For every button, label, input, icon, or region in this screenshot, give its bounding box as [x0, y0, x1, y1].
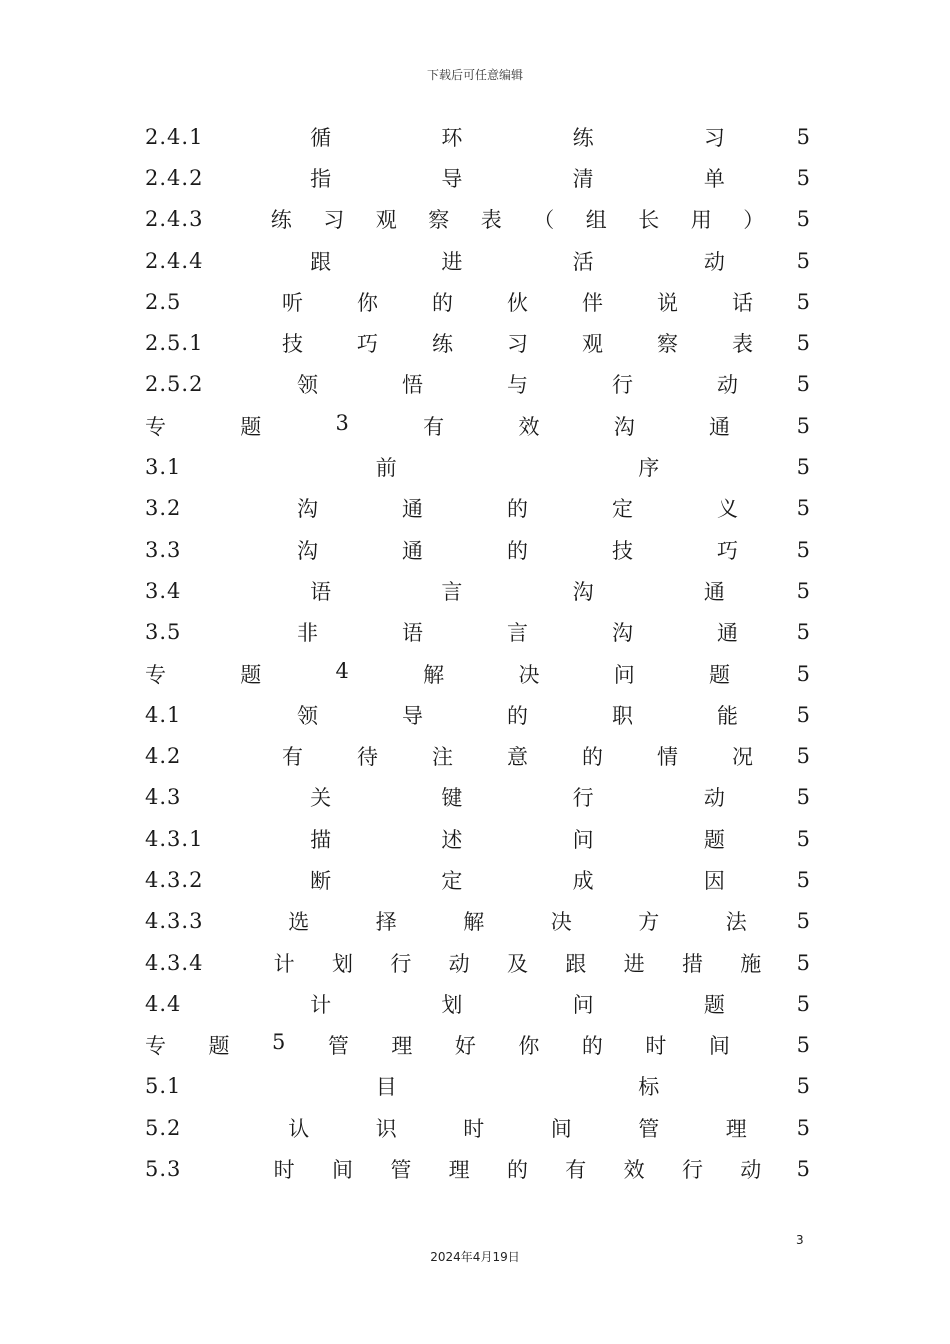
toc-entry-number: 4.4 [145, 991, 182, 1016]
toc-entry-title [255, 493, 780, 523]
toc-title-char: 识 [375, 1116, 397, 1141]
toc-title-char: 效 [623, 1158, 645, 1183]
toc-entry[interactable] [145, 777, 810, 818]
toc-entry-title [255, 287, 780, 317]
toc-title-char: 题 [703, 827, 725, 852]
toc-entry-title [255, 741, 780, 771]
toc-title-char: 标 [638, 1075, 660, 1100]
toc-title-char: 认 [288, 1116, 310, 1141]
toc-entry[interactable] [145, 612, 810, 653]
toc-title-char: 表 [732, 332, 753, 357]
toc-title-char: 问 [572, 992, 594, 1017]
toc-title-char: 管 [390, 1158, 412, 1183]
toc-entry-title [255, 865, 780, 895]
toc-title-char: 效 [518, 414, 540, 439]
toc-title-char: 待 [357, 745, 378, 770]
toc-title-char: 的 [507, 538, 528, 563]
toc-title-char: 的 [506, 1158, 528, 1183]
toc-entry[interactable] [145, 901, 810, 942]
toc-entry[interactable] [145, 818, 810, 859]
toc-title-char: 动 [448, 951, 470, 976]
toc-title-char: 伙 [507, 290, 528, 315]
toc-entry-number: 4.1 [145, 702, 182, 727]
toc-title-char: 指 [310, 166, 332, 191]
toc-title-char: 能 [717, 703, 738, 728]
toc-title-char: 法 [725, 910, 747, 935]
toc-title-char: 技 [612, 538, 633, 563]
toc-title-char: 及 [506, 951, 528, 976]
toc-entry[interactable] [145, 735, 810, 776]
toc-entry-title [145, 659, 780, 689]
toc-title-char: 理 [391, 1034, 413, 1059]
toc-title-char: 划 [441, 992, 463, 1017]
toc-entry-page: 5 [796, 578, 810, 603]
toc-entry-number: 4.2 [145, 744, 182, 769]
toc-title-char: 定 [612, 497, 633, 522]
toc-entry[interactable] [145, 281, 810, 322]
toc-entry-number: 3.5 [145, 620, 182, 645]
toc-title-char: 决 [518, 662, 540, 687]
toc-title-char: 好 [454, 1034, 476, 1059]
toc-title-char: 导 [441, 166, 463, 191]
toc-title-char: 专 [145, 1034, 166, 1059]
toc-entry-page: 5 [796, 1115, 810, 1140]
toc-title-char: 通 [402, 538, 423, 563]
toc-title-char: 领 [297, 373, 318, 398]
toc-entry[interactable] [145, 1148, 810, 1189]
toc-title-char: 言 [507, 621, 528, 646]
toc-title-char: 题 [703, 992, 725, 1017]
toc-title-char: 行 [681, 1158, 703, 1183]
toc-entry-title [255, 163, 780, 193]
toc-entry-number: 4.3 [145, 785, 182, 810]
toc-title-char: 3 [335, 410, 349, 435]
toc-title-char: 施 [740, 951, 762, 976]
toc-title-char: 的 [582, 745, 603, 770]
toc-title-char: 决 [550, 910, 572, 935]
toc-title-char: 解 [463, 910, 485, 935]
toc-entry-number: 2.5 [145, 289, 182, 314]
toc-title-char: 表 [480, 208, 502, 233]
toc-title-char: 沟 [297, 538, 318, 563]
toc-entry-page: 5 [796, 867, 810, 892]
toc-title-char: 的 [432, 290, 453, 315]
toc-entry-number: 3.1 [145, 455, 182, 480]
toc-title-char: 你 [357, 290, 378, 315]
toc-entry-page: 5 [796, 165, 810, 190]
toc-title-char: 间 [331, 1158, 353, 1183]
toc-entry-title [255, 535, 780, 565]
toc-entry-title [255, 246, 780, 276]
toc-title-char: 进 [441, 249, 463, 274]
toc-title-char: 关 [310, 786, 332, 811]
toc-title-char: 管 [638, 1116, 660, 1141]
toc-entry-number: 3.4 [145, 578, 182, 603]
toc-entry-page: 5 [796, 826, 810, 851]
toc-title-char: 措 [681, 951, 703, 976]
toc-entry-page: 5 [796, 620, 810, 645]
toc-title-char: 键 [441, 786, 463, 811]
toc-title-char: 沟 [572, 579, 594, 604]
toc-entry-number: 4.3.2 [145, 867, 204, 892]
toc-title-char: 行 [612, 373, 633, 398]
toc-entry-title [255, 576, 780, 606]
toc-title-char: 伴 [582, 290, 603, 315]
toc-entry-number: 2.4.4 [145, 248, 204, 273]
toc-entry-number: 2.4.3 [145, 207, 204, 232]
toc-entry-title [255, 948, 780, 978]
toc-entry-number: 4.3.4 [145, 950, 204, 975]
table-of-contents [145, 116, 810, 1190]
toc-entry-title [145, 411, 780, 441]
toc-title-char: 活 [572, 249, 594, 274]
toc-entry-title [255, 989, 780, 1019]
toc-entry-page: 5 [796, 372, 810, 397]
toc-title-char: 时 [463, 1116, 485, 1141]
toc-title-char: 动 [703, 786, 725, 811]
toc-entry-number: 4.3.1 [145, 826, 204, 851]
toc-entry[interactable] [145, 983, 810, 1024]
toc-title-char: 的 [507, 497, 528, 522]
toc-entry-title [255, 328, 780, 358]
toc-entry-page: 5 [796, 909, 810, 934]
toc-entry[interactable] [145, 199, 810, 240]
toc-entry[interactable] [145, 364, 810, 405]
toc-title-char: 说 [657, 290, 678, 315]
toc-title-char: 动 [703, 249, 725, 274]
toc-title-char: 成 [572, 868, 594, 893]
toc-title-char: 择 [375, 910, 397, 935]
toc-entry-page: 5 [796, 702, 810, 727]
toc-title-char: 有 [423, 414, 445, 439]
toc-entry-page: 5 [796, 744, 810, 769]
toc-title-char: 题 [240, 414, 262, 439]
toc-entry-page: 5 [796, 413, 810, 438]
toc-title-char: 跟 [310, 249, 332, 274]
toc-title-char: 练 [432, 332, 453, 357]
toc-entry-title [255, 204, 780, 234]
toc-title-char: 导 [402, 703, 423, 728]
toc-title-char: 况 [732, 745, 753, 770]
toc-entry-number: 3.2 [145, 496, 182, 521]
toc-title-char: 听 [282, 290, 303, 315]
toc-title-char: 练 [270, 208, 292, 233]
toc-title-char: 沟 [613, 414, 635, 439]
toc-title-char: 问 [613, 662, 635, 687]
toc-title-char: 你 [518, 1034, 540, 1059]
toc-title-char: 题 [240, 662, 262, 687]
page-number: 3 [796, 1233, 804, 1247]
toc-title-char: 问 [572, 827, 594, 852]
toc-title-char: 长 [638, 208, 660, 233]
toc-title-char: 间 [550, 1116, 572, 1141]
toc-entry[interactable] [145, 405, 810, 446]
toc-entry-title [255, 452, 780, 482]
toc-title-char: 断 [310, 868, 332, 893]
toc-title-char: 习 [507, 332, 528, 357]
toc-title-char: 话 [732, 290, 753, 315]
toc-title-char: 理 [448, 1158, 470, 1183]
toc-title-char: 技 [282, 332, 303, 357]
toc-title-char: 观 [375, 208, 397, 233]
toc-title-char: 因 [703, 868, 725, 893]
toc-entry-number: 3.3 [145, 537, 182, 562]
toc-title-char: 语 [402, 621, 423, 646]
toc-title-char: ） [743, 208, 765, 233]
toc-entry-title [255, 700, 780, 730]
toc-title-char: 组 [585, 208, 607, 233]
toc-title-char: 清 [572, 166, 594, 191]
page-header-note: 下载后可任意编辑 [426, 68, 523, 82]
toc-entry-number: 5.3 [145, 1157, 182, 1182]
toc-title-char: 前 [375, 456, 397, 481]
toc-title-char: 专 [145, 414, 166, 439]
toc-entry-page: 5 [796, 124, 810, 149]
toc-entry-number: 5.2 [145, 1115, 182, 1140]
toc-title-char: 管 [327, 1034, 349, 1059]
toc-title-char: 察 [428, 208, 450, 233]
toc-entry-page: 5 [796, 661, 810, 686]
toc-entry[interactable] [145, 694, 810, 735]
toc-entry[interactable] [145, 1066, 810, 1107]
toc-entry[interactable] [145, 157, 810, 198]
toc-title-char: 意 [507, 745, 528, 770]
toc-entry-title [255, 122, 780, 152]
toc-entry-page: 5 [796, 207, 810, 232]
toc-entry-page: 5 [796, 455, 810, 480]
toc-title-char: 环 [441, 125, 463, 150]
toc-title-char: 动 [740, 1158, 762, 1183]
toc-title-char: 理 [725, 1116, 747, 1141]
toc-title-char: 单 [703, 166, 725, 191]
toc-entry[interactable] [145, 859, 810, 900]
toc-title-char: 题 [208, 1034, 230, 1059]
toc-title-char: 通 [402, 497, 423, 522]
toc-entry-page: 5 [796, 1033, 810, 1058]
toc-entry-number: 2.5.1 [145, 331, 204, 356]
toc-title-char: 巧 [357, 332, 378, 357]
toc-title-char: 习 [703, 125, 725, 150]
toc-title-char: 习 [323, 208, 345, 233]
toc-entry[interactable] [145, 570, 810, 611]
toc-title-char: 的 [581, 1034, 603, 1059]
toc-title-char: 序 [638, 456, 660, 481]
toc-entry-page: 5 [796, 537, 810, 562]
toc-title-char: 题 [708, 662, 730, 687]
toc-title-char: 非 [297, 621, 318, 646]
toc-title-char: 领 [297, 703, 318, 728]
toc-title-char: 4 [335, 658, 349, 683]
toc-title-char: 述 [441, 827, 463, 852]
toc-title-char: 观 [582, 332, 603, 357]
toc-entry[interactable] [145, 240, 810, 281]
toc-title-char: 循 [310, 125, 332, 150]
toc-title-char: 定 [441, 868, 463, 893]
toc-title-char: 行 [572, 786, 594, 811]
toc-entry[interactable] [145, 942, 810, 983]
toc-entry-title [255, 824, 780, 854]
toc-title-char: 方 [638, 910, 660, 935]
toc-title-char: 描 [310, 827, 332, 852]
toc-title-char: 沟 [297, 497, 318, 522]
toc-entry[interactable] [145, 488, 810, 529]
toc-title-char: 计 [310, 992, 332, 1017]
toc-title-char: 划 [331, 951, 353, 976]
toc-title-char: 动 [717, 373, 738, 398]
toc-entry-number: 4.3.3 [145, 909, 204, 934]
toc-title-char: （ [533, 208, 555, 233]
toc-entry[interactable] [145, 446, 810, 487]
toc-entry-title [255, 906, 780, 936]
toc-title-char: 有 [565, 1158, 587, 1183]
toc-title-char: 通 [708, 414, 730, 439]
toc-title-char: 时 [273, 1158, 295, 1183]
toc-title-char: 选 [288, 910, 310, 935]
toc-title-char: 有 [282, 745, 303, 770]
toc-title-char: 察 [657, 332, 678, 357]
toc-title-char: 时 [645, 1034, 667, 1059]
toc-title-char: 目 [375, 1075, 397, 1100]
toc-entry-page: 5 [796, 950, 810, 975]
toc-entry[interactable] [145, 653, 810, 694]
toc-title-char: 义 [717, 497, 738, 522]
toc-title-char: 行 [390, 951, 412, 976]
toc-entry-page: 5 [796, 991, 810, 1016]
toc-entry-title [145, 1030, 780, 1060]
toc-title-char: 与 [507, 373, 528, 398]
toc-title-char: 通 [717, 621, 738, 646]
toc-title-char: 职 [612, 703, 633, 728]
toc-entry-title [255, 617, 780, 647]
toc-title-char: 用 [690, 208, 712, 233]
toc-entry-page: 5 [796, 785, 810, 810]
toc-entry-title [255, 1071, 780, 1101]
toc-title-char: 跟 [565, 951, 587, 976]
toc-title-char: 5 [272, 1030, 286, 1055]
toc-title-char: 注 [432, 745, 453, 770]
toc-entry-page: 5 [796, 1074, 810, 1099]
toc-title-char: 通 [703, 579, 725, 604]
toc-entry-number: 5.1 [145, 1074, 182, 1099]
toc-title-char: 情 [657, 745, 678, 770]
toc-entry[interactable] [145, 529, 810, 570]
toc-title-char: 进 [623, 951, 645, 976]
toc-title-char: 练 [572, 125, 594, 150]
toc-title-char: 语 [310, 579, 332, 604]
toc-entry[interactable] [145, 1025, 810, 1066]
toc-entry-number: 2.4.2 [145, 165, 204, 190]
toc-entry-title [255, 1154, 780, 1184]
toc-entry-number: 2.4.1 [145, 124, 204, 149]
toc-title-char: 解 [423, 662, 445, 687]
toc-title-char: 言 [441, 579, 463, 604]
toc-entry-page: 5 [796, 1157, 810, 1182]
toc-title-char: 间 [708, 1034, 730, 1059]
footer-date: 2024年4月19日 [430, 1250, 520, 1264]
toc-entry-number: 2.5.2 [145, 372, 204, 397]
toc-title-char: 沟 [612, 621, 633, 646]
toc-entry-title [255, 782, 780, 812]
toc-entry-title [255, 369, 780, 399]
toc-entry[interactable] [145, 322, 810, 363]
toc-entry-page: 5 [796, 331, 810, 356]
toc-title-char: 巧 [717, 538, 738, 563]
toc-title-char: 计 [273, 951, 295, 976]
toc-entry-title [255, 1113, 780, 1143]
toc-entry[interactable] [145, 116, 810, 157]
toc-entry-page: 5 [796, 496, 810, 521]
toc-entry-page: 5 [796, 289, 810, 314]
toc-entry[interactable] [145, 1107, 810, 1148]
toc-title-char: 的 [507, 703, 528, 728]
toc-title-char: 悟 [402, 373, 423, 398]
toc-title-char: 专 [145, 662, 166, 687]
toc-entry-page: 5 [796, 248, 810, 273]
